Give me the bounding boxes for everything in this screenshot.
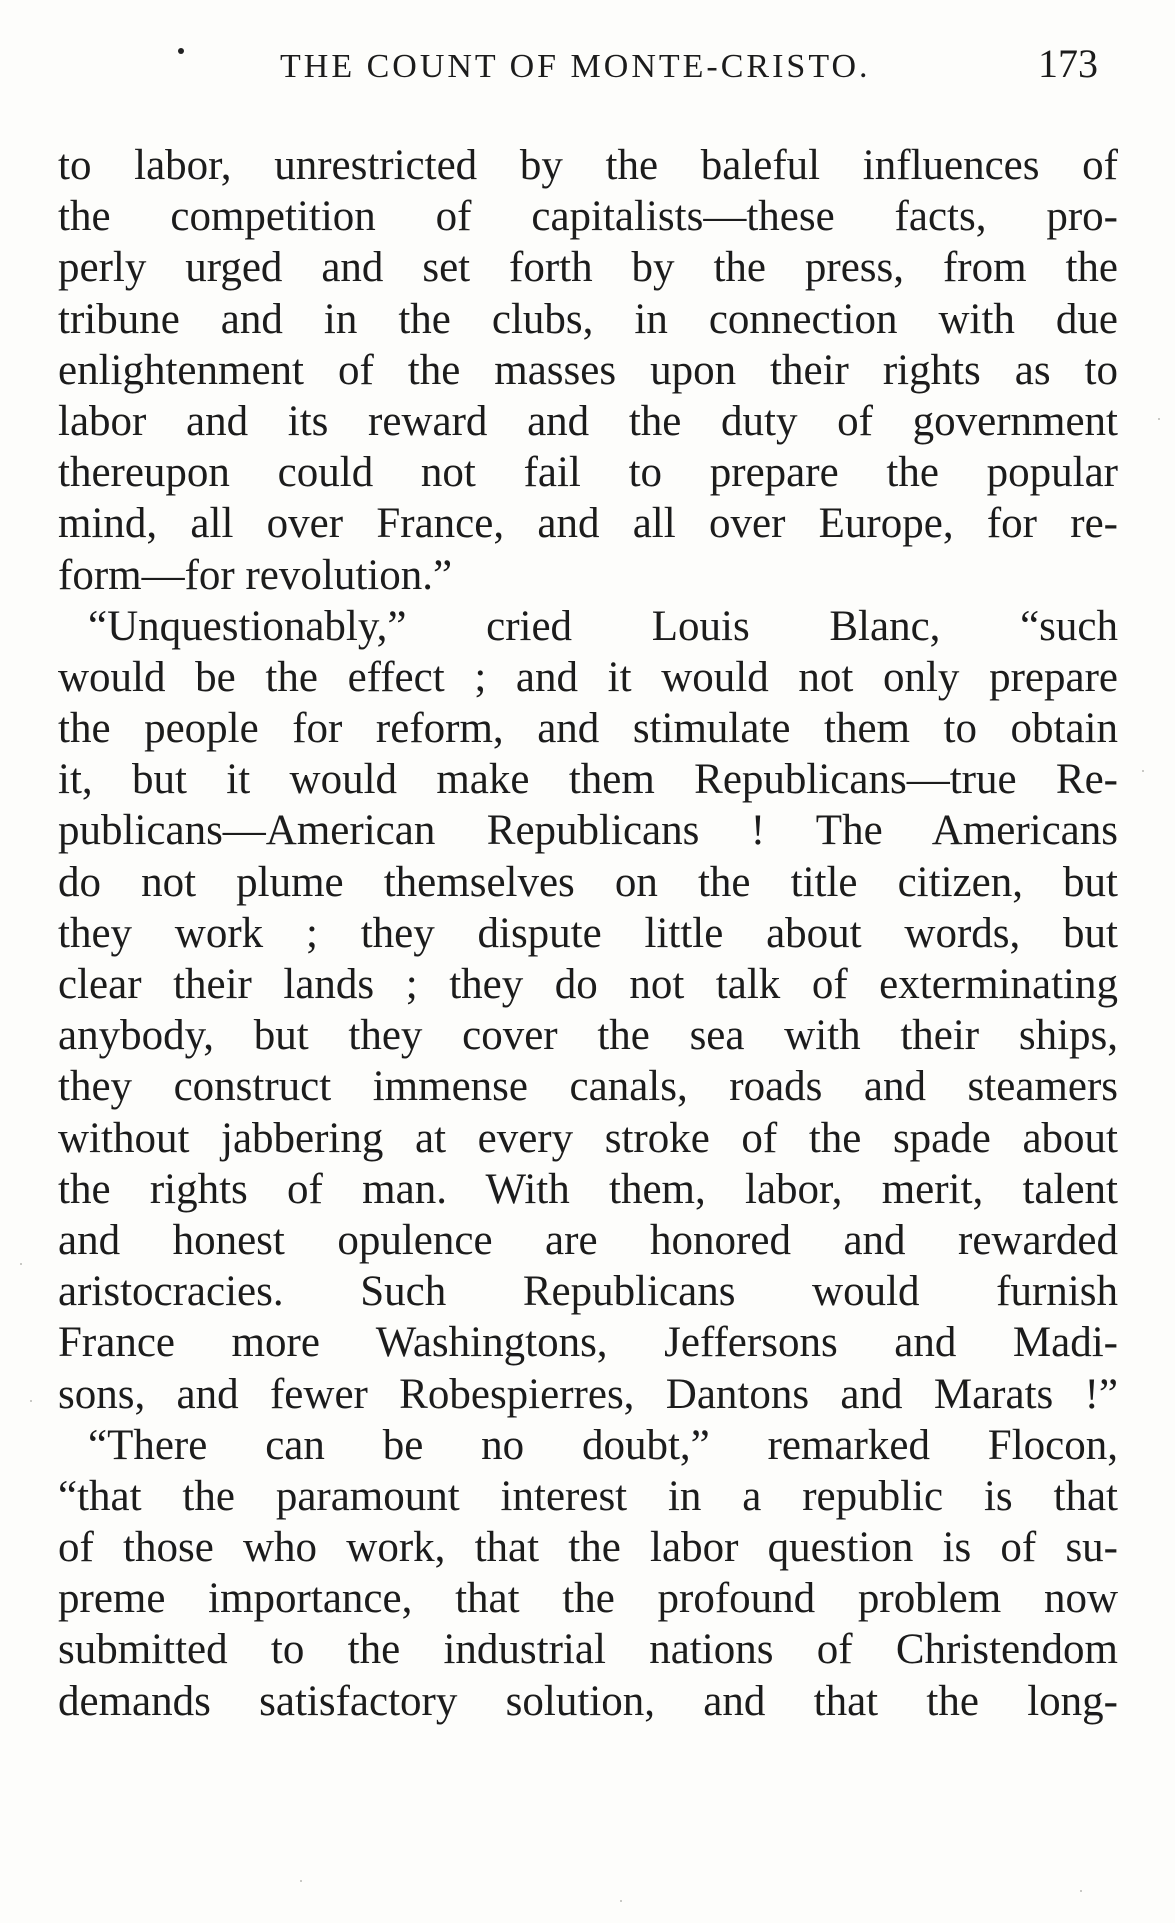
text-line: mind, all over France, and all over Europe, for re- <box>58 500 1118 548</box>
text-line: and honest opulence are honored and rewarded <box>58 1216 1118 1264</box>
text-line: to labor, unrestricted by the baleful influences of <box>58 142 1118 189</box>
text-line: they construct immense canals, roads and steamers <box>58 1063 1118 1111</box>
text-line: enlightenment of the masses upon their rights as to <box>58 346 1118 394</box>
text-line: labor and its reward and the duty of government <box>58 397 1118 445</box>
text-line: tribune and in the clubs, in connection with due <box>58 295 1118 343</box>
page-number: 173 <box>1038 41 1098 86</box>
text-line: of those who work, that the labor question is of su- <box>58 1524 1118 1572</box>
body-text <box>58 140 1118 1727</box>
text-line: the rights of man. With them, labor, merit, talent <box>58 1165 1118 1213</box>
text-line: “There can be no doubt,” remarked Flocon, <box>88 1421 1118 1469</box>
running-head <box>0 40 1175 100</box>
paper-speckle <box>620 1900 622 1902</box>
paper-speckle <box>30 1400 32 1402</box>
text-line: thereupon could not fail to prepare the popular <box>58 449 1118 497</box>
text-line: would be the effect ; and it would not only prepare <box>58 653 1118 701</box>
text-line: anybody, but they cover the sea with their ships, <box>58 1012 1118 1060</box>
text-line: it, but it would make them Republicans—true Re- <box>58 756 1118 804</box>
text-line: without jabbering at every stroke of the spade about <box>58 1114 1118 1162</box>
text-line: demands satisfactory solution, and that the long- <box>58 1677 1118 1725</box>
text-line: France more Washingtons, Jeffersons and Madi- <box>58 1319 1118 1367</box>
text-line: “Unquestionably,” cried Louis Blanc, “such <box>88 602 1118 650</box>
paper-speckle <box>300 1880 302 1882</box>
paper-speckle <box>1142 770 1144 772</box>
text-line: publicans—American Republicans ! The Americans <box>58 807 1118 855</box>
text-line: submitted to the industrial nations of Christendom <box>58 1626 1118 1674</box>
text-line: aristocracies. Such Republicans would furnish <box>58 1268 1118 1316</box>
text-line: form—for revolution.” <box>58 551 453 599</box>
paper-speckle <box>20 1263 22 1265</box>
text-line: perly urged and set forth by the press, from the <box>58 244 1118 292</box>
text-line: “that the paramount interest in a republic is that <box>58 1472 1118 1520</box>
text-line: do not plume themselves on the title citizen, but <box>58 858 1118 906</box>
running-head-title: THE COUNT OF MONTE-CRISTO. <box>280 48 871 85</box>
printer-dot-mark <box>178 48 184 54</box>
paper-speckle <box>1080 1890 1082 1892</box>
text-line: preme importance, that the profound problem now <box>58 1575 1118 1623</box>
text-line: the competition of capitalists—these facts, pro- <box>58 193 1118 241</box>
text-line: sons, and fewer Robespierres, Dantons and Marats !” <box>58 1370 1118 1418</box>
text-line: the people for reform, and stimulate them to obtain <box>58 705 1118 753</box>
paper-speckle <box>1158 418 1160 420</box>
text-line: they work ; they dispute little about words, but <box>58 909 1118 957</box>
text-line: clear their lands ; they do not talk of exterminating <box>58 961 1118 1008</box>
